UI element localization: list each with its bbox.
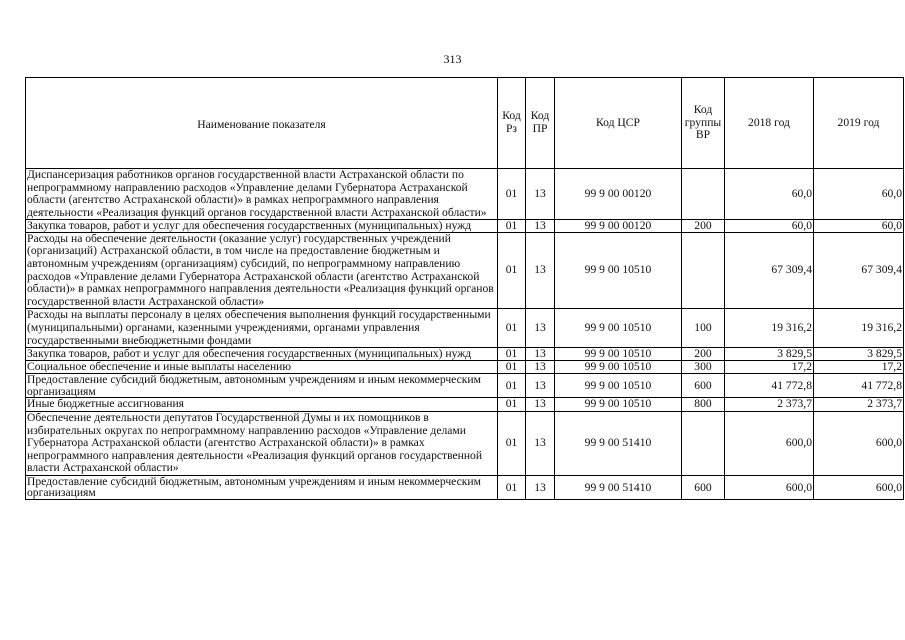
row-csr: 99 9 00 10510 [555, 360, 682, 374]
row-vr: 600 [682, 374, 725, 398]
header-pr: Код ПР [526, 78, 555, 169]
row-name: Диспансеризация работников органов государственной власти Астраханской области по непрограммному направлению расходов «Управление делами Губернатора Астраханской области (агентство Астраханской области)» в рамках непрограммного направления деятельности «Реализация функций органов государственной власти Астраханской области» [26, 169, 498, 220]
row-vr: 300 [682, 360, 725, 374]
row-2019: 60,0 [814, 220, 904, 233]
row-vr [682, 232, 725, 309]
table-row [26, 374, 904, 398]
row-2019: 600,0 [814, 411, 904, 475]
row-vr: 200 [682, 348, 725, 361]
row-2019: 60,0 [814, 169, 904, 220]
row-pr: 13 [526, 309, 555, 348]
row-2018: 19 316,2 [725, 309, 814, 348]
row-csr: 99 9 00 10510 [555, 232, 682, 309]
row-2018: 2 373,7 [725, 398, 814, 412]
row-2019: 2 373,7 [814, 398, 904, 412]
row-pr: 13 [526, 398, 555, 412]
table-row [26, 309, 904, 348]
row-csr: 99 9 00 10510 [555, 309, 682, 348]
row-pr: 13 [526, 348, 555, 361]
row-name: Расходы на выплаты персоналу в целях обеспечения выполнения функций государственными (муниципальными) органами, казенными учреждениями, органами управления государственными внебюджетными фондами [26, 309, 498, 348]
row-pr: 13 [526, 475, 555, 499]
page-number: 313 [443, 52, 462, 66]
table-header-row [26, 78, 904, 169]
row-rz: 01 [498, 374, 526, 398]
row-csr: 99 9 00 51410 [555, 411, 682, 475]
row-rz: 01 [498, 360, 526, 374]
row-vr [682, 411, 725, 475]
row-name: Предоставление субсидий бюджетным, автономным учреждениям и иным некоммерческим организациям [26, 475, 498, 499]
header-name: Наименование показателя [26, 78, 498, 169]
row-2018: 600,0 [725, 475, 814, 499]
row-pr: 13 [526, 411, 555, 475]
row-2019: 67 309,4 [814, 232, 904, 309]
row-2019: 19 316,2 [814, 309, 904, 348]
row-name: Расходы на обеспечение деятельности (оказание услуг) государственных учреждений (организаций) Астраханской области, в том числе на предоставление бюджетным и автономным учреждениям (организациям) субсидий, по непрограммному направлению расходов «Управление делами Губернатора Астраханской области (агентство Астраханской области)» в рамках непрограммного направления деятельности «Реализация функций органов государственной власти Астраханской области» [26, 232, 498, 309]
header-2018: 2018 год [725, 78, 814, 169]
row-pr: 13 [526, 169, 555, 220]
table-row [26, 348, 904, 361]
row-vr [682, 169, 725, 220]
row-name: Предоставление субсидий бюджетным, автономным учреждениям и иным некоммерческим организациям [26, 374, 498, 398]
row-vr: 100 [682, 309, 725, 348]
table-row [26, 360, 904, 374]
row-csr: 99 9 00 00120 [555, 220, 682, 233]
row-2018: 60,0 [725, 169, 814, 220]
row-2019: 3 829,5 [814, 348, 904, 361]
row-csr: 99 9 00 00120 [555, 169, 682, 220]
header-vr: Код группы ВР [682, 78, 725, 169]
row-vr: 800 [682, 398, 725, 412]
row-csr: 99 9 00 51410 [555, 475, 682, 499]
row-2018: 600,0 [725, 411, 814, 475]
row-pr: 13 [526, 374, 555, 398]
row-pr: 13 [526, 360, 555, 374]
row-rz: 01 [498, 220, 526, 233]
row-csr: 99 9 00 10510 [555, 398, 682, 412]
row-2018: 67 309,4 [725, 232, 814, 309]
budget-table [25, 77, 904, 500]
row-name: Иные бюджетные ассигнования [26, 398, 498, 412]
row-2019: 600,0 [814, 475, 904, 499]
row-rz: 01 [498, 309, 526, 348]
table-row [26, 220, 904, 233]
row-name: Обеспечение деятельности депутатов Государственной Думы и их помощников в избирательных округах по непрограммному направлению расходов «Управление делами Губернатора Астраханской области (агентство Астраханской области)» в рамках непрограммного направления деятельности «Реализация функций органов государственной власти Астраханской области» [26, 411, 498, 475]
row-rz: 01 [498, 169, 526, 220]
row-vr: 200 [682, 220, 725, 233]
row-rz: 01 [498, 232, 526, 309]
row-2019: 17,2 [814, 360, 904, 374]
row-2018: 60,0 [725, 220, 814, 233]
row-2018: 17,2 [725, 360, 814, 374]
row-pr: 13 [526, 232, 555, 309]
header-2019: 2019 год [814, 78, 904, 169]
row-2019: 41 772,8 [814, 374, 904, 398]
row-name: Закупка товаров, работ и услуг для обеспечения государственных (муниципальных) нужд [26, 348, 498, 361]
header-rz: Код Рз [498, 78, 526, 169]
row-csr: 99 9 00 10510 [555, 348, 682, 361]
header-csr: Код ЦСР [555, 78, 682, 169]
row-rz: 01 [498, 411, 526, 475]
table-row [26, 169, 904, 220]
table-row [26, 232, 904, 309]
table-row [26, 475, 904, 499]
row-2018: 3 829,5 [725, 348, 814, 361]
row-csr: 99 9 00 10510 [555, 374, 682, 398]
row-rz: 01 [498, 398, 526, 412]
table-row [26, 411, 904, 475]
row-rz: 01 [498, 348, 526, 361]
row-vr: 600 [682, 475, 725, 499]
row-2018: 41 772,8 [725, 374, 814, 398]
row-rz: 01 [498, 475, 526, 499]
row-pr: 13 [526, 220, 555, 233]
row-name: Закупка товаров, работ и услуг для обеспечения государственных (муниципальных) нужд [26, 220, 498, 233]
table-row [26, 398, 904, 412]
row-name: Социальное обеспечение и иные выплаты населению [26, 360, 498, 374]
